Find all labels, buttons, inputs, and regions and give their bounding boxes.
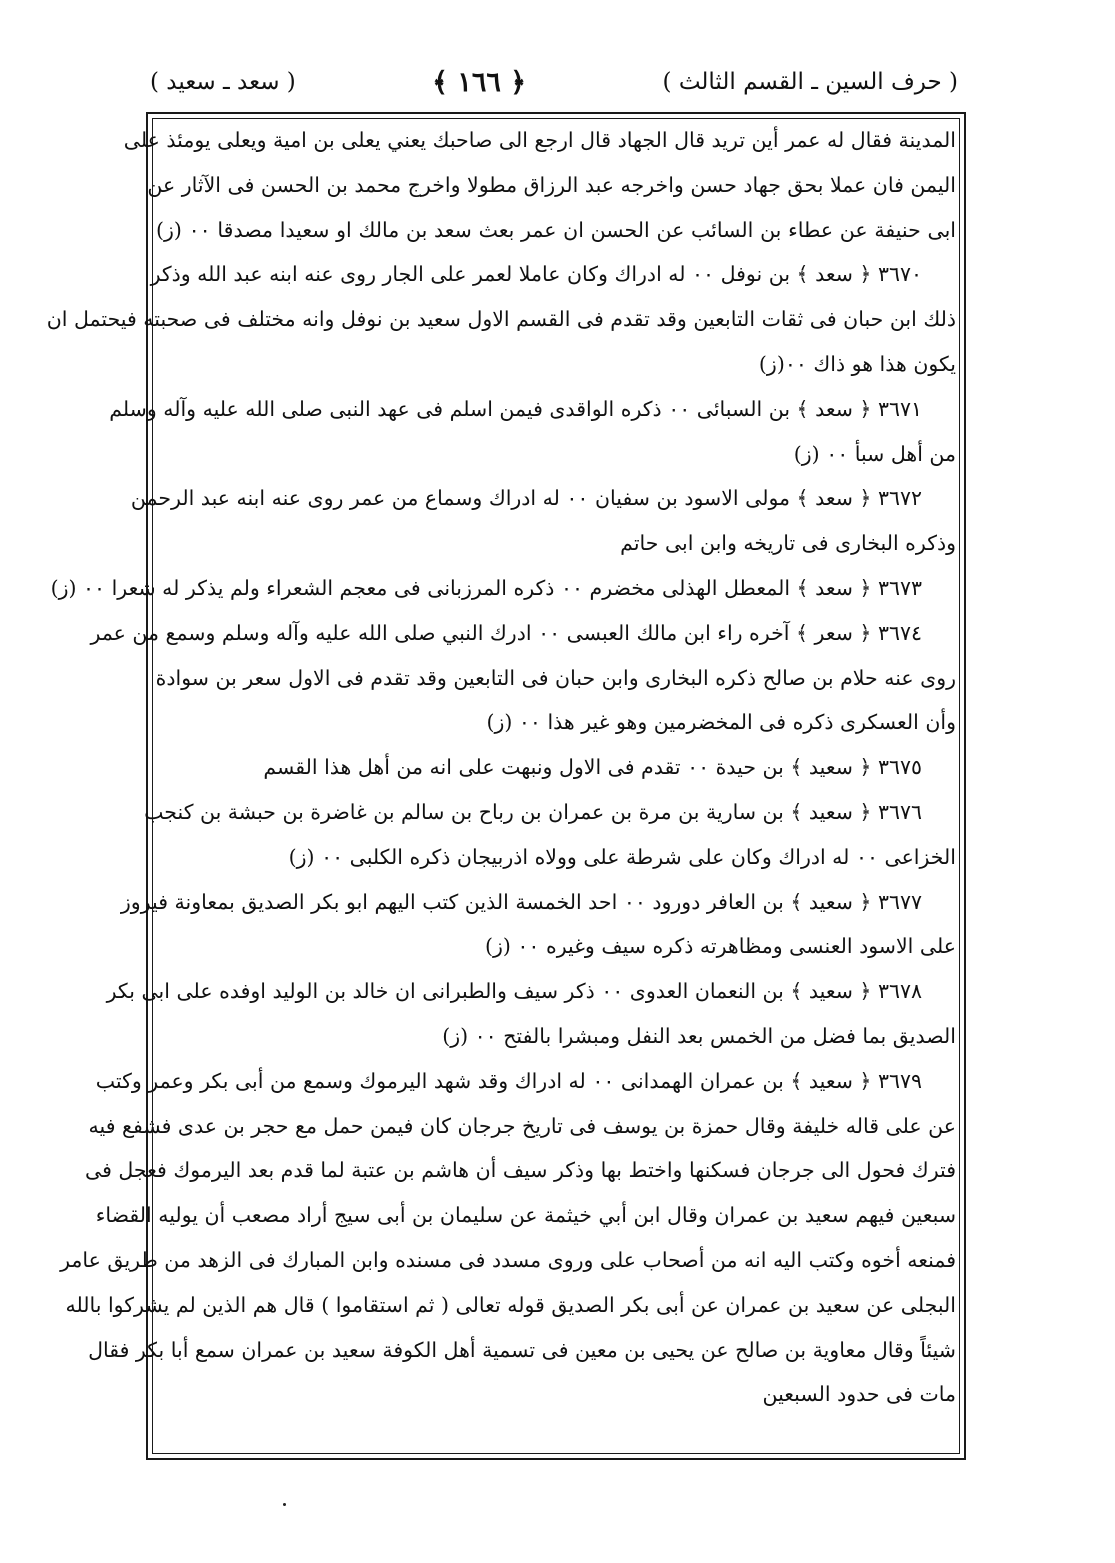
text-line: شيئاً وقال معاوية بن صالح عن يحيى بن معين فى تسمية أهل الكوفة سعيد بن عمران سمع أبا بكر فقال [88,1337,956,1362]
entry-3678: ٣٦٧٨ ﴿ سعيد ﴾ بن النعمان العدوى ٠٠ ذكر سيف والطبرانى ان خالد بن الوليد اوفده على ابى بكر [106,979,922,1004]
text-line: من أهل سبأ ٠٠ (ز) [793,441,956,466]
text-line: المدينة فقال له عمر أين تريد قال الجهاد قال ارجع الى صاحبك يعني يعلى بن امية ويعلى يومئذ على [123,128,956,152]
text-line: على الاسود العنسى ومظاهرته ذكره سيف وغيره ٠٠ (ز) [485,934,956,959]
text-line: وذكره البخارى فى تاريخه وابن ابى حاتم [620,531,956,556]
main-text [46,118,956,1417]
entry-3679: ٣٦٧٩ ﴿ سعيد ﴾ بن عمران الهمدانى ٠٠ له ادراك وقد شهد اليرموك وسمع من أبى بكر وعمر وكتب [95,1068,922,1093]
entry-range-heading: ( سعد ـ سعيد ) [150,69,296,95]
entry-3673: ٣٦٧٣ ﴿ سعد ﴾ المعطل الهذلى مخضرم ٠٠ ذكره المرزبانى فى معجم الشعراء ولم يذكر له شعرا ٠٠ (ز) [50,575,922,600]
text-line: وأن العسكرى ذكره فى المخضرمين وهو غير هذا ٠٠ (ز) [486,710,956,735]
text-line: الصديق بما فضل من الخمس بعد النفل ومبشرا بالفتح ٠٠ (ز) [442,1023,956,1048]
text-line: البجلى عن سعيد بن عمران عن أبى بكر الصديق قوله تعالى ( ثم استقاموا ) قال هم الذين لم يشركوا بالله [65,1292,956,1317]
entry-3677: ٣٦٧٧ ﴿ سعيد ﴾ بن العافر دورود ٠٠ احد الخمسة الذين كتب اليهم ابو بكر الصديق بمعاونة فيروز [120,889,922,914]
text-line: اليمن فان عملا بحق جهاد حسن واخرجه عبد الرزاق مطولا واخرج محمد بن الحسن فى الآثار عن [147,172,956,197]
text-line: الخزاعى ٠٠ له ادراك وكان على شرطة على وولاه اذربيجان ذكره الكلبى ٠٠ (ز) [288,844,956,869]
entry-3675: ٣٦٧٥ ﴿ سعيد ﴾ بن حيدة ٠٠ تقدم فى الاول ونبهت على انه من أهل هذا القسم [263,755,922,780]
ink-speck [283,1503,286,1506]
page-number: ﴿ ١٦٦ ﴾ [432,66,527,98]
text-line: فمنعه أخوه وكتب اليه انه من أصحاب على وروى مسدد فى مسنده وابن المبارك فى الزهد من طريق عامر [60,1247,956,1272]
entry-3672: ٣٦٧٢ ﴿ سعد ﴾ مولى الاسود بن سفيان ٠٠ له ادراك وسماع من عمر روى عنه ابنه عبد الرحمن [130,486,922,511]
text-line: ذلك ابن حبان فى ثقات التابعين وقد تقدم فى القسم الاول سعيد بن نوفل وانه مختلف فى صحبته فيحتمل ان [46,307,956,332]
entry-3676: ٣٦٧٦ ﴿ سعيد ﴾ بن سارية بن مرة بن عمران بن رباح بن سالم بن غاضرة بن حبشة بن كنجب [144,799,922,824]
text-line: عن على قاله خليفة وقال حمزة بن يوسف فى تاريخ جرجان كان فيمن حمل مع حجر بن عدى فشفع فيه [88,1113,956,1138]
text-line: فترك فحول الى جرجان فسكنها واختط بها وذكر سيف أن هاشم بن عتبة لما قدم بعد اليرموك فعجل فى [85,1158,956,1183]
text-line: روى عنه حلام بن صالح ذكره البخارى وابن حبان فى التابعين وقد تقدم فى الاول سعر بن سوادة [155,665,956,690]
entry-3671: ٣٦٧١ ﴿ سعد ﴾ بن السبائى ٠٠ ذكره الواقدى فيمن اسلم فى عهد النبى صلى الله عليه وآله وسلم [109,396,922,421]
text-line: يكون هذا هو ذاك ٠٠(ز) [758,351,956,376]
page-header [150,58,958,106]
entry-3670: ٣٦٧٠ ﴿ سعد ﴾ بن نوفل ٠٠ له ادراك وكان عاملا لعمر على الجار روى عنه ابنه عبد الله وذكر [150,262,922,287]
entry-3674: ٣٦٧٤ ﴿ سعر ﴾ آخره راء ابن مالك العبسى ٠٠ ادرك النبي صلى الله عليه وآله وسلم وسمع من عمر [90,620,922,645]
text-line: مات فى حدود السبعين [762,1382,956,1407]
section-heading: ( حرف السين ـ القسم الثالث ) [662,69,958,95]
text-line: ابى حنيفة عن عطاء بن السائب عن الحسن ان عمر بعث سعد بن مالك او سعيدا مصدقا ٠٠ (ز) [156,217,956,242]
text-line: سبعين فيهم سعيد بن عمران وقال ابن أبي خيثمة عن سليمان بن أبى سيج أراد مصعب أن يوليه القضاء [95,1203,956,1228]
